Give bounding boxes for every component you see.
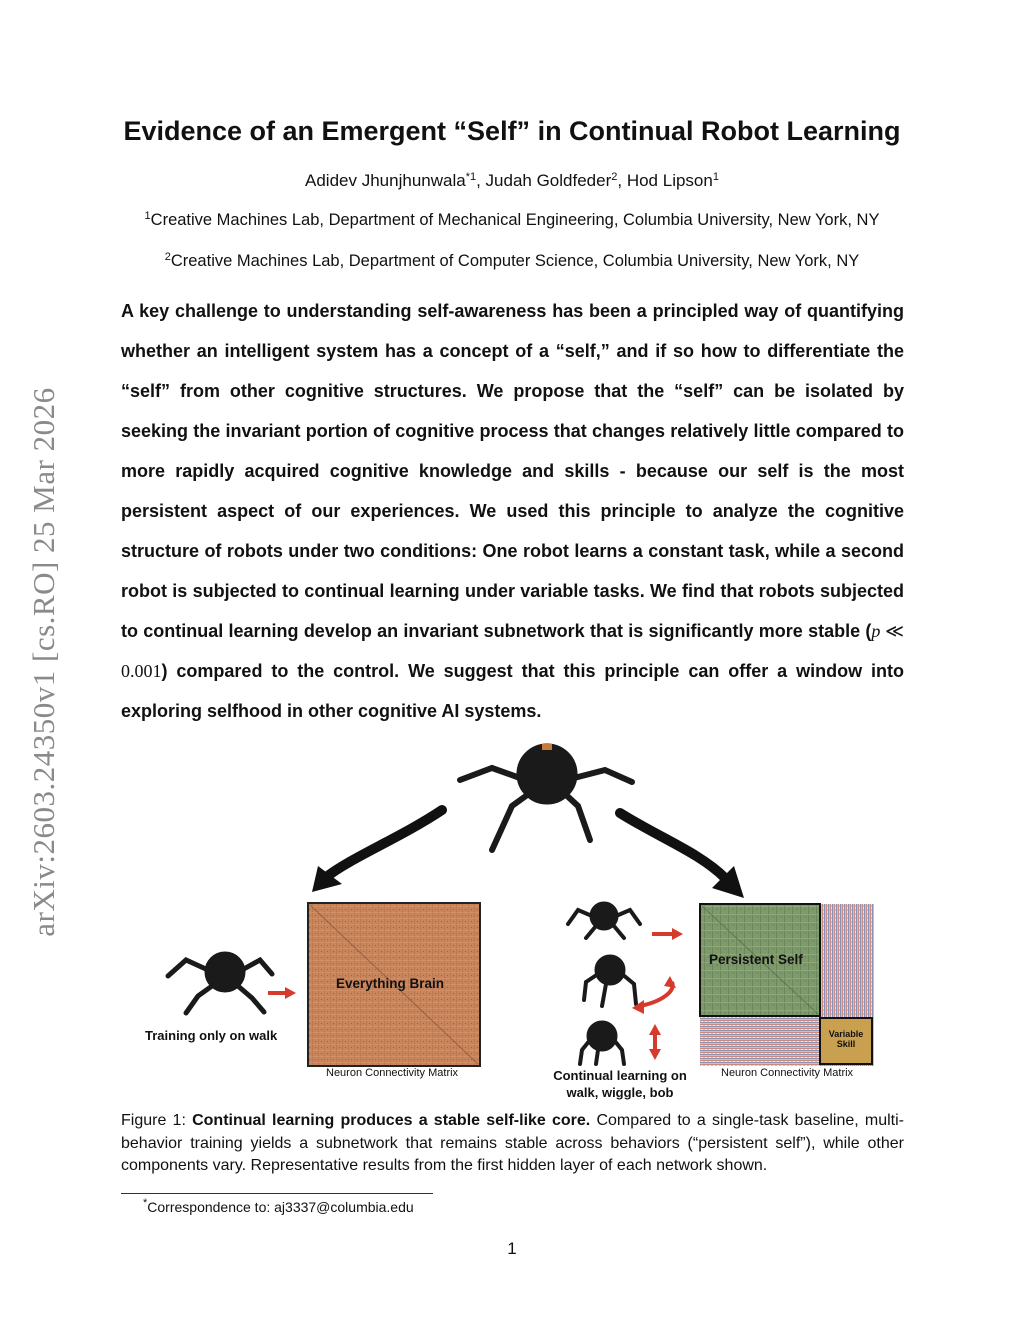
paper-title: Evidence of an Emergent “Self” in Continual Robot Learning [123,116,901,146]
footnote-text: Correspondence to: aj3337@columbia.edu [147,1199,414,1215]
affiliation-superscript: 1 [144,210,151,222]
author-name: Hod Lipson [626,171,713,190]
arxiv-identifier-stamp: arXiv:2603.24350v1 [cs.RO] 25 Mar 2026 [26,387,61,937]
author-superscript: 2 [611,171,618,183]
everything-brain-label: Everything Brain [336,976,445,991]
footnote [143,1199,414,1215]
red-arrow-walk [268,987,296,999]
variable-label-line2: Skill [836,1039,856,1049]
math-value: 0.001 [121,661,162,681]
continual-label-line1: Continual learning on [553,1068,687,1083]
left-matrix-caption: Neuron Connectivity Matrix [326,1067,459,1079]
author-list [0,171,1024,191]
continual-label-line2: walk, wiggle, bob [566,1085,674,1100]
abstract-text: A key challenge to understanding self-awareness has been a principled way of quantifying whether an intelligent system has a concept of a “self,” and if so how to differentiate the “self” from other cognitive structures. We propose that the “self” can be isolated by seeking the invariant portion of cognitive process that changes relatively little compared to more rapidly acquired cognitive knowledge and skills - because our self is the most persistent aspect of our experiences. We used this principle to analyze the cognitive structure of robots under two conditions: One robot learns a constant task, while a second robot is subjected to continual learning under variable tasks. We find that robots subjected to continual learning develop an invariant subnetwork that is significantly more stable ( [121,301,904,641]
footnote-mark: * [143,1197,148,1209]
red-arrow-wiggle [632,976,676,1014]
affiliation-1 [0,211,1024,230]
author-superscript: *1 [465,171,477,183]
affiliation-superscript: 2 [164,251,171,263]
abstract [121,291,904,731]
author-superscript: 1 [712,171,719,183]
red-arrow-walk-right [652,928,683,940]
continual-learning-label [540,1067,700,1101]
math-p: p [871,621,881,641]
robot-walk-small-illustration [568,902,640,938]
figure-graphic [120,738,910,1103]
variable-skill-label [826,1029,866,1049]
author-name: Judah Goldfeder [485,171,612,190]
training-walk-label: Training only on walk [145,1028,278,1043]
figure-1 [120,738,910,1103]
robot-bob-illustration [580,1021,624,1064]
page-number: 1 [507,1239,517,1258]
curved-arrow-right [620,813,725,878]
right-matrix-caption: Neuron Connectivity Matrix [721,1067,854,1079]
robot-top-illustration [460,744,632,850]
variable-label-line1: Variable [828,1029,864,1039]
figure-caption [121,1110,904,1178]
math-relation: ≪ [880,621,905,641]
affiliation-text: Creative Machines Lab, Department of Mechanical Engineering, Columbia University, New York, NY [150,211,880,229]
caption-text: Compared to a single-task baseline, multi-behavior training yields a subnetwork that remains stable across behaviors (“persistent self”), while other components vary. Representative results from the first hidden layer of each network shown. [121,1112,904,1174]
affiliation-text: Creative Machines Lab, Department of Computer Science, Columbia University, New York, NY [170,252,860,270]
affiliation-2 [0,252,1024,271]
red-arrow-bob [649,1024,661,1060]
caption-bold: Continual learning produces a stable self-like core. [192,1112,591,1129]
footnote-rule [121,1193,433,1194]
persistent-self-label: Persistent Self [709,952,803,967]
caption-prefix: Figure 1: [121,1112,193,1129]
author-name: Adidev Jhunjhunwala [305,171,466,190]
robot-wiggle-illustration [584,955,636,1006]
robot-walk-illustration [168,952,272,1013]
author-separator: , [617,171,627,190]
author-separator: , [476,171,486,190]
curved-arrow-left [325,810,442,878]
abstract-text: ) compared to the control. We suggest that this principle can offer a window into exploring selfhood in other cognitive AI systems. [121,661,904,721]
